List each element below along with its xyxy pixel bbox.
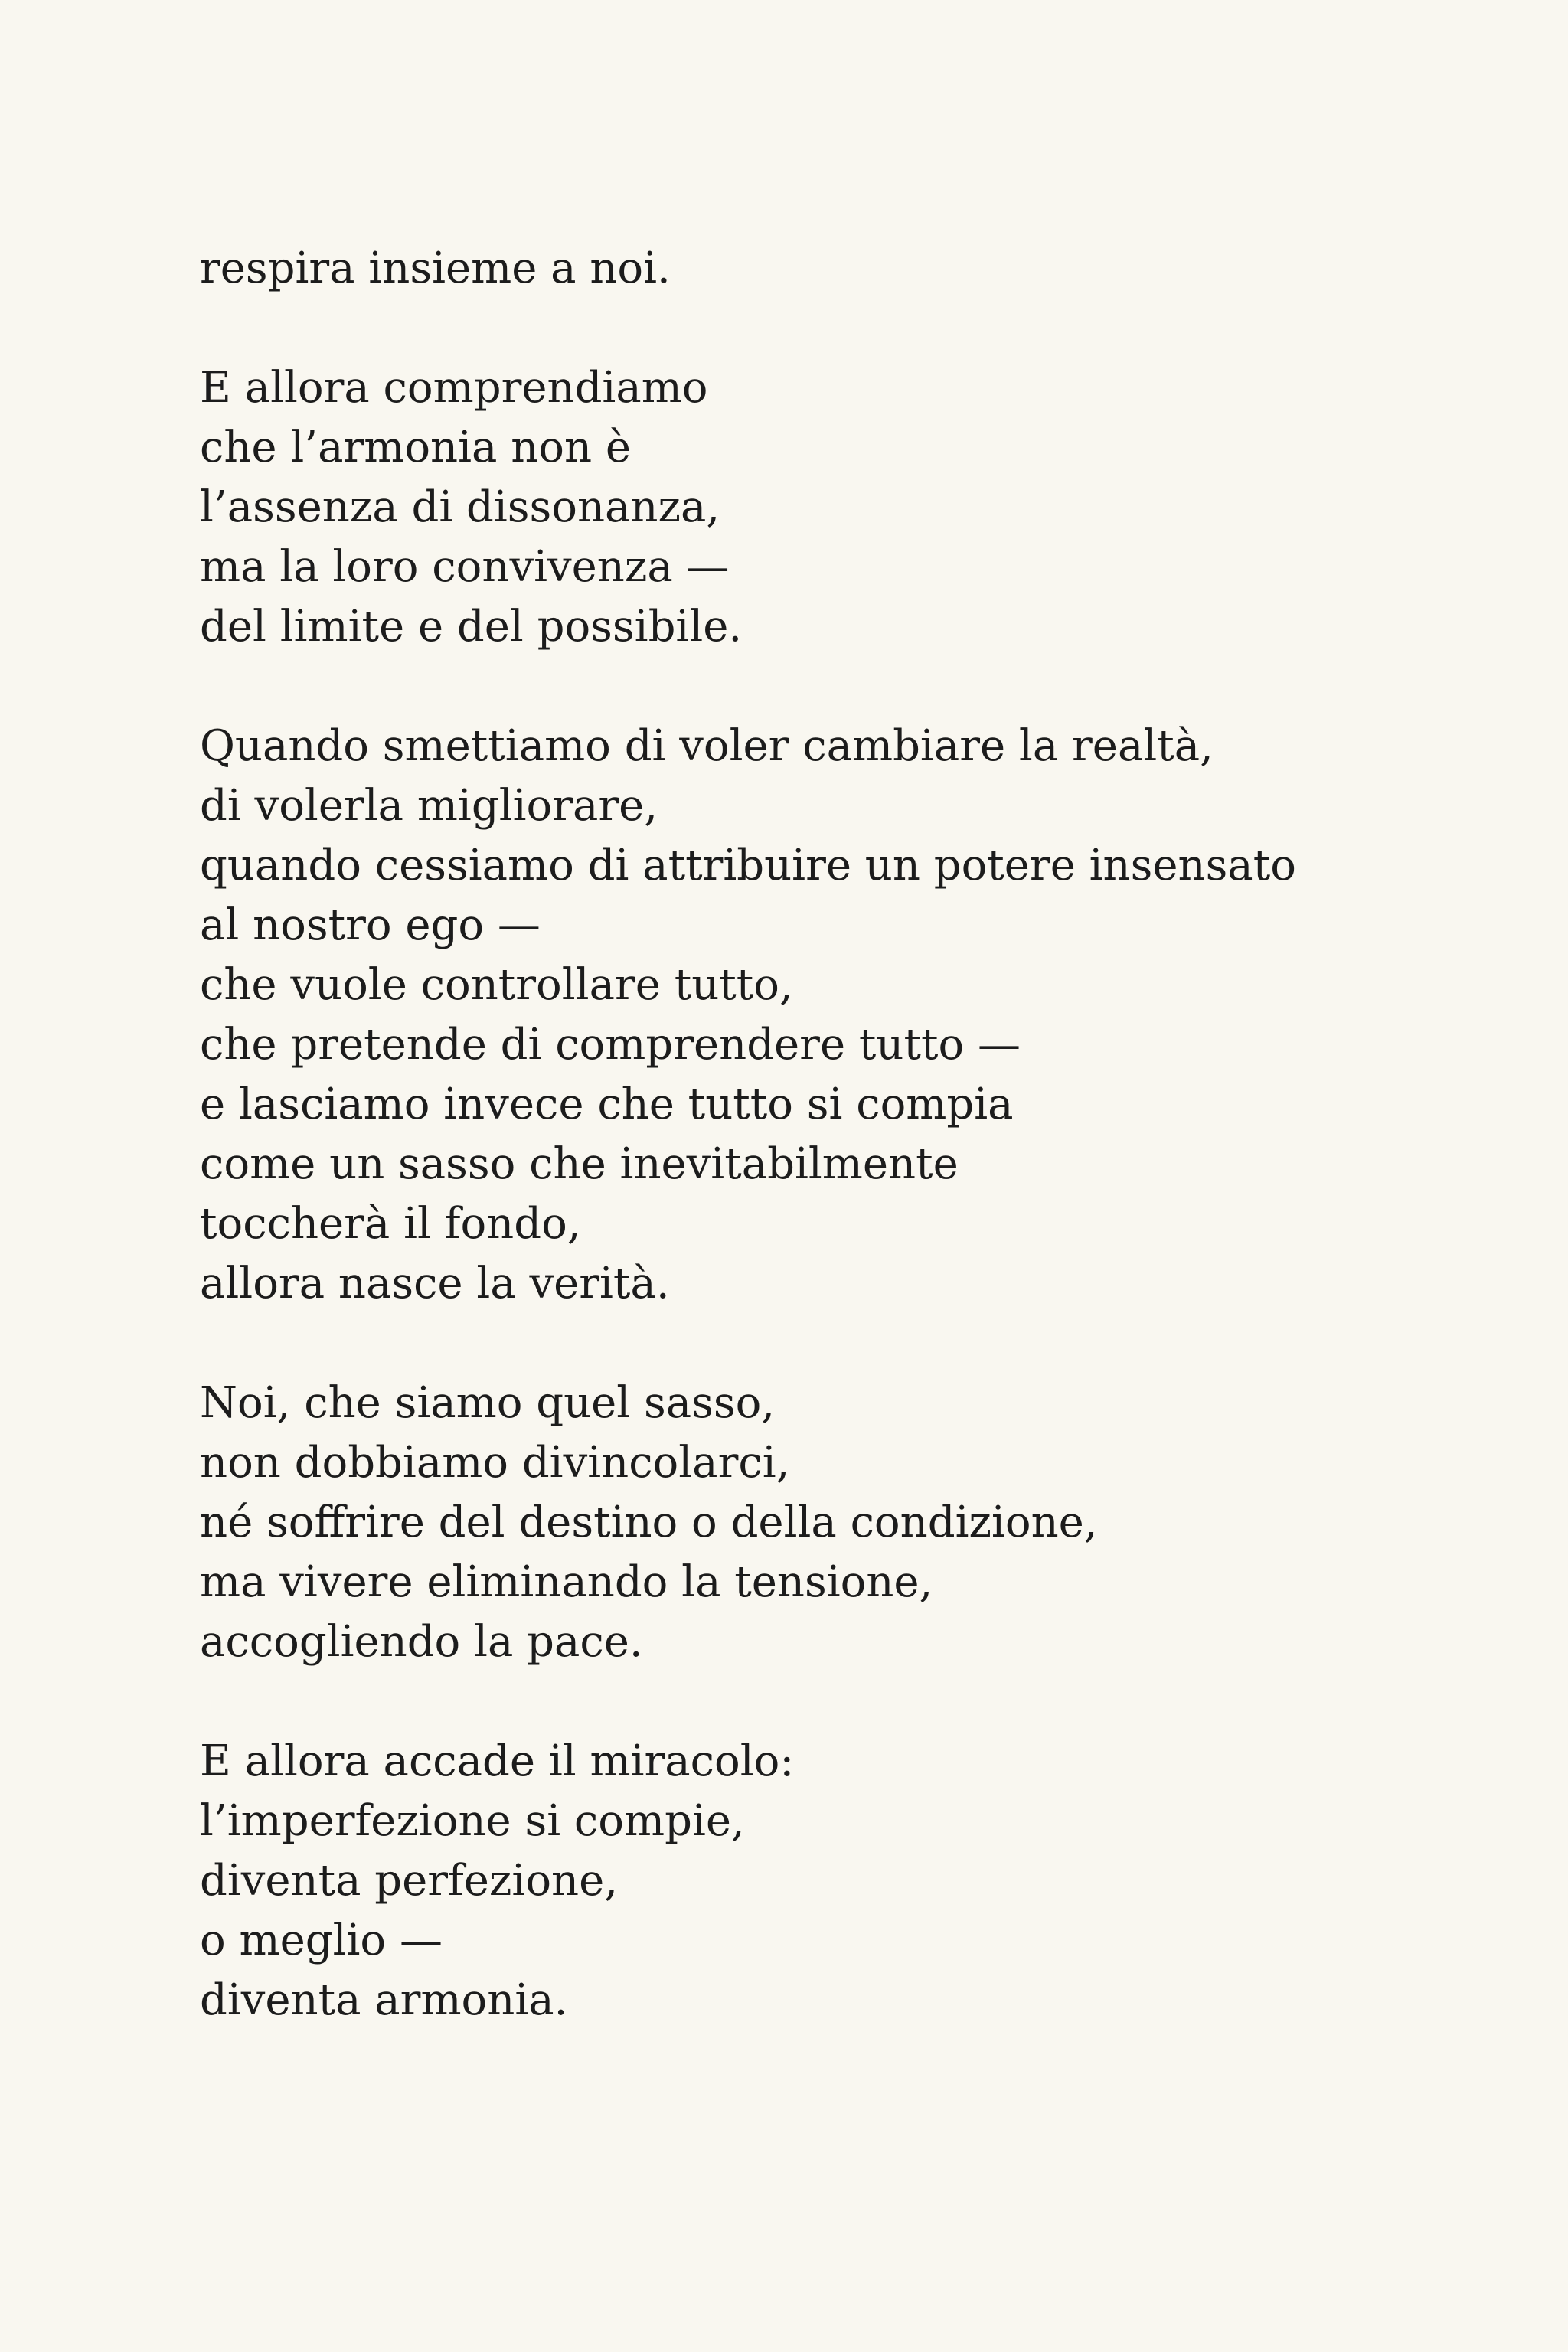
poem-line: di volerla migliorare, bbox=[200, 781, 658, 831]
poem-line: accogliendo la pace. bbox=[200, 1617, 643, 1667]
poem-line: né soffrire del destino o della condizione, bbox=[200, 1498, 1098, 1547]
poem-line: al nostro ego — bbox=[200, 900, 541, 950]
poem-page bbox=[200, 239, 1501, 2090]
poem-line: l’assenza di dissonanza, bbox=[200, 482, 720, 532]
poem-line: Quando smettiamo di voler cambiare la realtà, bbox=[200, 721, 1214, 771]
poem-line: diventa armonia. bbox=[200, 1975, 568, 2025]
stanza-1 bbox=[200, 239, 1501, 299]
stanza-3 bbox=[200, 717, 1501, 1314]
stanza-2 bbox=[200, 358, 1501, 657]
poem-line: ma la loro convivenza — bbox=[200, 542, 730, 592]
poem-line: l’imperfezione si compie, bbox=[200, 1796, 745, 1846]
poem-line: non dobbiamo divincolarci, bbox=[200, 1438, 790, 1488]
poem-line: che pretende di comprendere tutto — bbox=[200, 1020, 1021, 1070]
poem-line: Noi, che siamo quel sasso, bbox=[200, 1378, 776, 1428]
poem-line: E allora accade il miracolo: bbox=[200, 1736, 795, 1786]
poem-line: che l’armonia non è bbox=[200, 423, 632, 472]
poem-line: quando cessiamo di attribuire un potere insensato bbox=[200, 841, 1296, 890]
poem-line: allora nasce la verità. bbox=[200, 1259, 670, 1308]
poem-line: ma vivere eliminando la tensione, bbox=[200, 1557, 933, 1607]
poem-line: E allora comprendiamo bbox=[200, 363, 708, 413]
poem-line: come un sasso che inevitabilmente bbox=[200, 1139, 959, 1189]
poem-line: e lasciamo invece che tutto si compia bbox=[200, 1080, 1014, 1129]
stanza-5 bbox=[200, 1732, 1501, 2030]
poem-line: respira insieme a noi. bbox=[200, 243, 671, 293]
poem-line: del limite e del possibile. bbox=[200, 602, 743, 652]
poem-line: toccherà il fondo, bbox=[200, 1199, 581, 1249]
poem-line: o meglio — bbox=[200, 1916, 443, 1965]
stanza-4 bbox=[200, 1374, 1501, 1672]
poem-line: che vuole controllare tutto, bbox=[200, 960, 793, 1010]
poem-line: diventa perfezione, bbox=[200, 1856, 619, 1906]
